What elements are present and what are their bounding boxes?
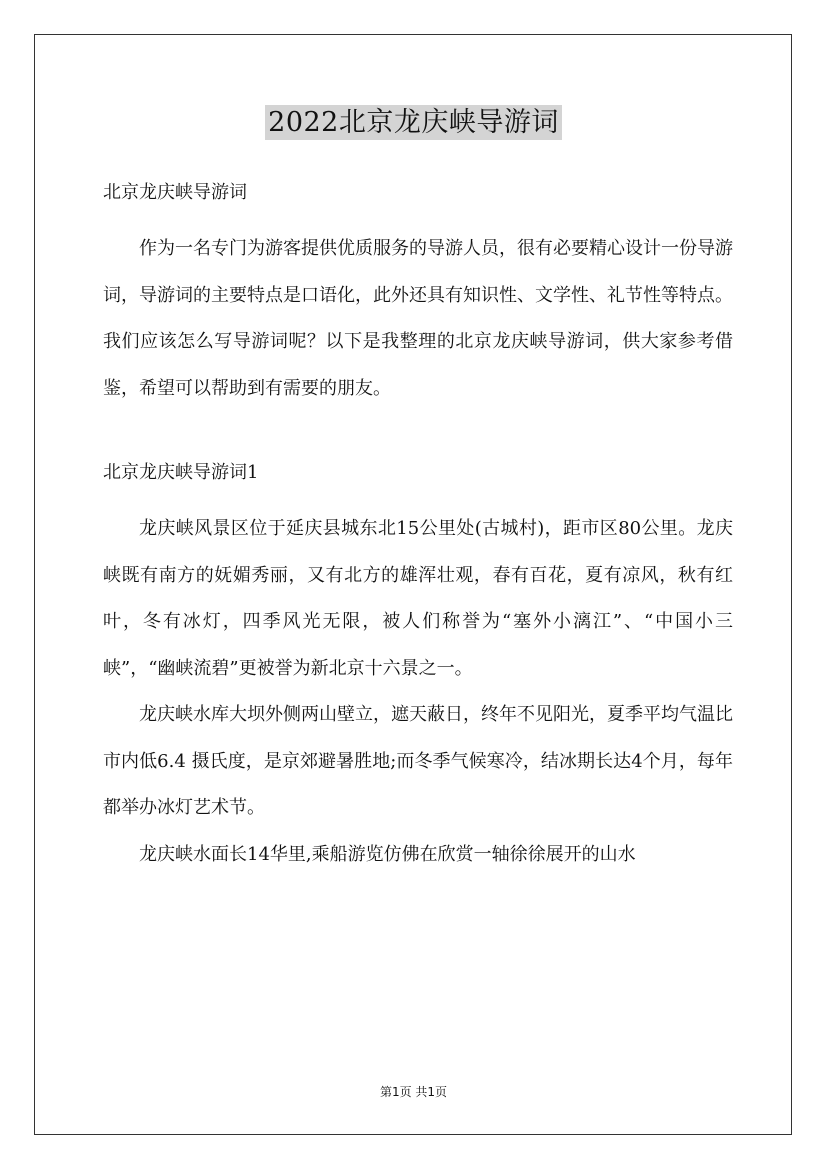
body-paragraph-1: 龙庆峡风景区位于延庆县城东北15公里处(古城村)，距市区80公里。龙庆峡既有南方的妩媚秀丽，又有北方的雄浑壮观，春有百花，夏有凉风，秋有红叶，冬有冰灯，四季风光无限，被人们称誉为“塞外小漓江”、“中国小三峡”，“幽峡流碧”更被誉为新北京十六景之一。 xyxy=(103,518,733,679)
body-paragraph-3: 龙庆峡水面长14华里,乘船游览仿佛在欣赏一轴徐徐展开的山水 xyxy=(139,843,636,865)
section-heading: 北京龙庆峡导游词1 xyxy=(103,462,259,483)
body-paragraph-2: 龙庆峡水库大坝外侧两山壁立，遮天蔽日，终年不见阳光，夏季平均气温比市内低6.4 摄氏度，是京郊避暑胜地;而冬季气候寒冷，结冰期长达4个月，每年都举办冰灯艺术节。 xyxy=(103,704,733,818)
spacer xyxy=(103,412,733,458)
spacer xyxy=(103,488,733,506)
spacer xyxy=(103,208,733,226)
document-title-text: 2022北京龙庆峡导游词 xyxy=(265,105,562,140)
intro-paragraph: 作为一名专门为游客提供优质服务的导游人员，很有必要精心设计一份导游词，导游词的主要特点是口语化，此外还具有知识性、文学性、礼节性等特点。我们应该怎么写导游词呢？以下是我整理的北京龙庆峡导游词，供大家参考借鉴，希望可以帮助到有需要的朋友。 xyxy=(103,238,733,399)
page-number: 第1页 共1页 xyxy=(379,1085,448,1099)
document-title xyxy=(0,100,827,139)
document-subtitle: 北京龙庆峡导游词 xyxy=(103,182,247,203)
page-footer xyxy=(0,1083,827,1100)
document-body xyxy=(103,178,733,878)
